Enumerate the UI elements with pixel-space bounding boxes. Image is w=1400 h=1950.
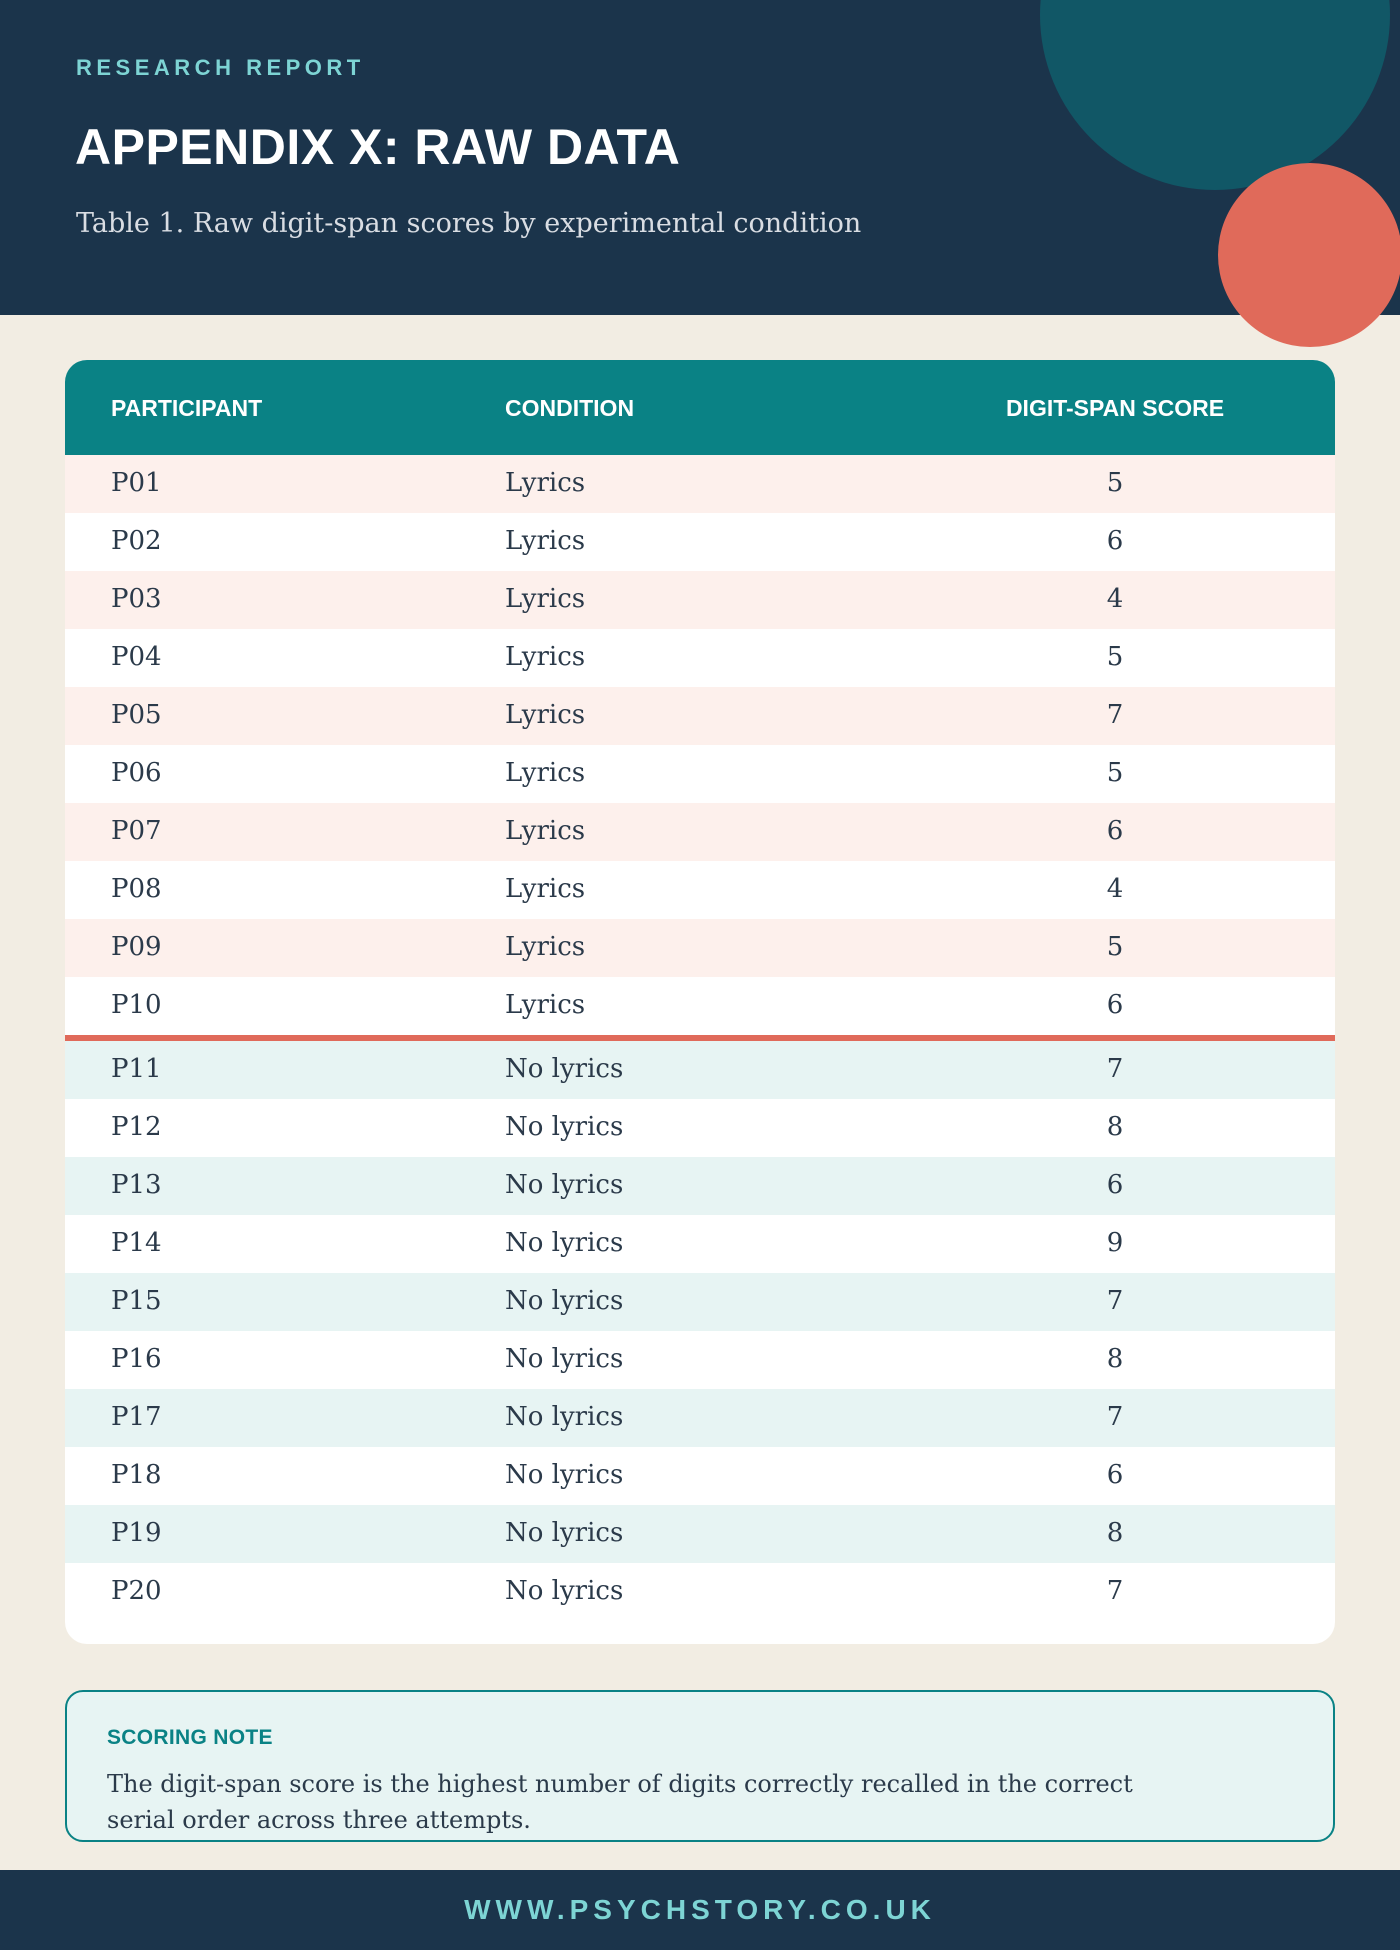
condition-cell: No lyrics bbox=[505, 1054, 624, 1084]
participant-cell: P18 bbox=[111, 1460, 162, 1490]
table-row bbox=[65, 455, 1335, 513]
score-cell: 7 bbox=[1106, 1286, 1124, 1316]
condition-cell: Lyrics bbox=[505, 990, 586, 1020]
header-banner bbox=[0, 0, 1400, 315]
table-row bbox=[65, 919, 1335, 977]
condition-cell: No lyrics bbox=[505, 1460, 624, 1490]
participant-cell: P16 bbox=[111, 1344, 162, 1374]
table-row bbox=[65, 1331, 1335, 1389]
participant-cell: P15 bbox=[111, 1286, 162, 1316]
table-row bbox=[65, 1041, 1335, 1099]
table-row bbox=[65, 629, 1335, 687]
page-title: APPENDIX X: RAW DATA bbox=[75, 119, 681, 175]
score-cell: 5 bbox=[1106, 642, 1124, 672]
score-cell: 5 bbox=[1106, 932, 1124, 962]
score-cell: 4 bbox=[1106, 584, 1124, 614]
table-row bbox=[65, 1157, 1335, 1215]
participant-cell: P03 bbox=[111, 584, 162, 614]
condition-cell: Lyrics bbox=[505, 932, 586, 962]
score-cell: 7 bbox=[1106, 1402, 1124, 1432]
condition-cell: Lyrics bbox=[505, 468, 586, 498]
scoring-note bbox=[65, 1690, 1335, 1842]
table-row bbox=[65, 1273, 1335, 1331]
scoring-note-title: SCORING NOTE bbox=[107, 1726, 273, 1749]
score-cell: 5 bbox=[1106, 468, 1124, 498]
participant-cell: P05 bbox=[111, 700, 162, 730]
condition-cell: Lyrics bbox=[505, 584, 586, 614]
score-cell: 7 bbox=[1106, 700, 1124, 730]
participant-cell: P14 bbox=[111, 1228, 162, 1258]
table-row bbox=[65, 1505, 1335, 1563]
table-caption: Table 1. Raw digit-span scores by experimental condition bbox=[76, 208, 862, 239]
condition-cell: Lyrics bbox=[505, 526, 586, 556]
table-row bbox=[65, 1389, 1335, 1447]
header-score: DIGIT-SPAN SCORE bbox=[1005, 395, 1225, 421]
table-row bbox=[65, 513, 1335, 571]
participant-cell: P10 bbox=[111, 990, 162, 1020]
table-row bbox=[65, 745, 1335, 803]
participant-cell: P17 bbox=[111, 1402, 162, 1432]
participant-cell: P02 bbox=[111, 526, 162, 556]
header-condition: CONDITION bbox=[505, 395, 635, 421]
score-cell: 5 bbox=[1106, 758, 1124, 788]
participant-cell: P20 bbox=[111, 1576, 162, 1606]
condition-cell: Lyrics bbox=[505, 816, 586, 846]
condition-cell: No lyrics bbox=[505, 1228, 624, 1258]
condition-cell: No lyrics bbox=[505, 1286, 624, 1316]
table-row bbox=[65, 977, 1335, 1035]
score-cell: 9 bbox=[1106, 1228, 1124, 1258]
participant-cell: P06 bbox=[111, 758, 162, 788]
condition-cell: No lyrics bbox=[505, 1402, 624, 1432]
table-row bbox=[65, 571, 1335, 629]
decorative-coral-circle bbox=[1218, 163, 1400, 347]
score-cell: 6 bbox=[1106, 990, 1124, 1020]
condition-cell: Lyrics bbox=[505, 874, 586, 904]
footer bbox=[0, 1870, 1400, 1950]
score-cell: 8 bbox=[1106, 1112, 1124, 1142]
data-table bbox=[65, 360, 1335, 1644]
score-cell: 6 bbox=[1106, 1460, 1124, 1490]
table-row bbox=[65, 1447, 1335, 1505]
scoring-note-text: The digit-span score is the highest number of digits correctly recalled in the correct serial order across three attempts. bbox=[107, 1770, 1133, 1834]
condition-cell: Lyrics bbox=[505, 758, 586, 788]
participant-cell: P12 bbox=[111, 1112, 162, 1142]
participant-cell: P04 bbox=[111, 642, 162, 672]
participant-cell: P09 bbox=[111, 932, 162, 962]
condition-cell: Lyrics bbox=[505, 700, 586, 730]
table-row bbox=[65, 687, 1335, 745]
table-row bbox=[65, 803, 1335, 861]
table-row bbox=[65, 1099, 1335, 1157]
participant-cell: P19 bbox=[111, 1518, 162, 1548]
score-cell: 6 bbox=[1106, 1170, 1124, 1200]
condition-cell: No lyrics bbox=[505, 1112, 624, 1142]
participant-cell: P07 bbox=[111, 816, 162, 846]
score-cell: 6 bbox=[1106, 816, 1124, 846]
table-header bbox=[65, 360, 1335, 455]
score-cell: 7 bbox=[1106, 1576, 1124, 1606]
condition-cell: Lyrics bbox=[505, 642, 586, 672]
report-kicker: RESEARCH REPORT bbox=[76, 55, 365, 80]
score-cell: 7 bbox=[1106, 1054, 1124, 1084]
table-row bbox=[65, 861, 1335, 919]
participant-cell: P01 bbox=[111, 468, 162, 498]
decorative-teal-circle bbox=[1040, 0, 1390, 190]
score-cell: 4 bbox=[1106, 874, 1124, 904]
condition-cell: No lyrics bbox=[505, 1518, 624, 1548]
participant-cell: P11 bbox=[111, 1054, 162, 1084]
condition-cell: No lyrics bbox=[505, 1344, 624, 1374]
score-cell: 8 bbox=[1106, 1518, 1124, 1548]
score-cell: 8 bbox=[1106, 1344, 1124, 1374]
header-participant: PARTICIPANT bbox=[111, 395, 263, 421]
score-cell: 6 bbox=[1106, 526, 1124, 556]
table-row bbox=[65, 1563, 1335, 1621]
condition-cell: No lyrics bbox=[505, 1576, 624, 1606]
table-body bbox=[65, 455, 1335, 1621]
participant-cell: P08 bbox=[111, 874, 162, 904]
table-row bbox=[65, 1215, 1335, 1273]
condition-cell: No lyrics bbox=[505, 1170, 624, 1200]
footer-url: WWW.PSYCHSTORY.CO.UK bbox=[464, 1894, 936, 1925]
participant-cell: P13 bbox=[111, 1170, 162, 1200]
